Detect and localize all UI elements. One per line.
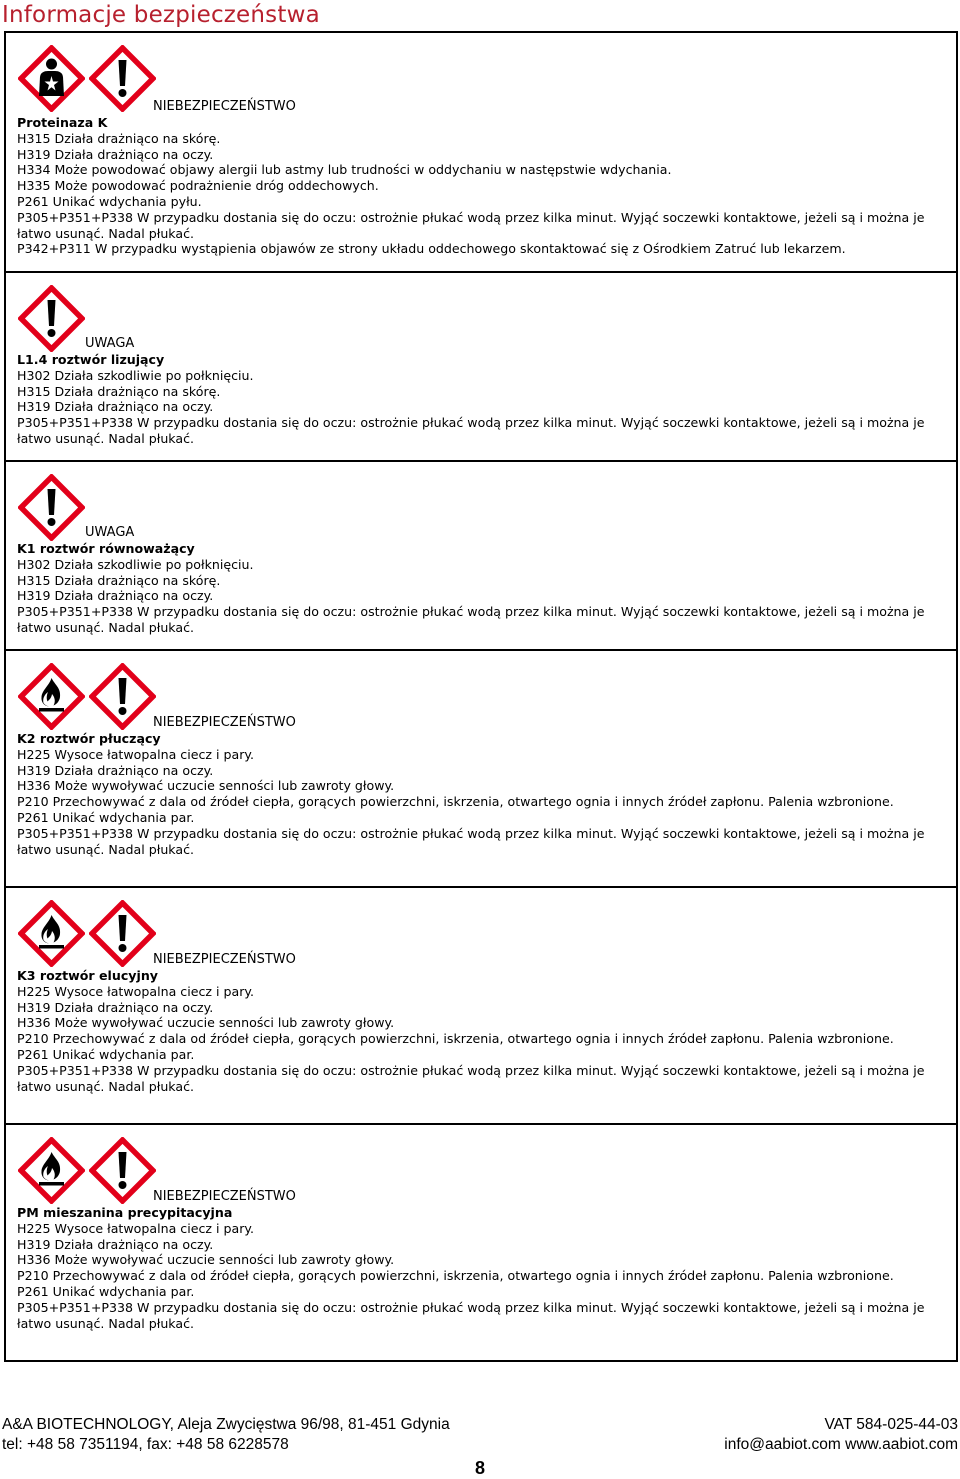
hazard-statement: H336 Może wywoływać uczucie senności lub zawroty głowy. [17, 778, 395, 794]
hazard-statement: H336 Może wywoływać uczucie senności lub zawroty głowy. [17, 1015, 395, 1031]
pictograms [18, 45, 156, 112]
product-name: Proteinaza K [17, 115, 108, 130]
exclamation-icon [18, 285, 85, 352]
hazard-statement: H319 Działa drażniąco na oczy. [17, 588, 214, 604]
hazard-statement: H302 Działa szkodliwie po połknięciu. [17, 367, 254, 383]
hazard-statement: P305+P351+P338 W przypadku dostania się do oczu: ostrożnie płukać wodą przez kilka minut. Wyjąć soczewki kontaktowe, jeżeli są i można je łatwo usunąć. Nadal płukać. [17, 1062, 925, 1094]
section-k3 [6, 888, 956, 1125]
statements [17, 1205, 944, 1331]
hazard-statement: H225 Wysoce łatwopalna ciecz i pary. [17, 1220, 255, 1236]
safety-sections [4, 31, 958, 1362]
statements [17, 352, 944, 447]
pictograms [18, 663, 156, 730]
health-hazard-icon [18, 45, 85, 112]
section-pm [6, 1125, 956, 1362]
exclamation-icon [89, 900, 156, 967]
product-name: PM mieszanina precypitacyjna [17, 1205, 233, 1220]
hazard-statement: P342+P311 W przypadku wystąpienia objawów ze strony układu oddechowego skontaktować się z Ośrodkiem Zatruć lub lekarzem. [17, 241, 846, 257]
product-name: K1 roztwór równoważący [17, 541, 195, 556]
hazard-statement: H335 Może powodować podrażnienie dróg oddechowych. [17, 178, 379, 194]
hazard-statement: H302 Działa szkodliwie po połknięciu. [17, 556, 254, 572]
flame-icon [18, 663, 85, 730]
hazard-statement: H315 Działa drażniąco na skórę. [17, 130, 221, 146]
signal-word: NIEBEZPIECZEŃSTWO [153, 1189, 296, 1204]
pictograms [18, 1137, 156, 1204]
signal-word: UWAGA [85, 525, 135, 540]
product-name: K2 roztwór płuczący [17, 731, 161, 746]
footer-contact[interactable]: info@aabiot.com www.aabiot.com [724, 1436, 958, 1453]
section-k1 [6, 462, 956, 651]
signal-word: NIEBEZPIECZEŃSTWO [153, 715, 296, 730]
product-name: K3 roztwór elucyjny [17, 968, 158, 983]
statements [17, 541, 944, 636]
hazard-statement: H315 Działa drażniąco na skórę. [17, 572, 221, 588]
hazard-statement: H319 Działa drażniąco na oczy. [17, 399, 214, 415]
hazard-statement: P210 Przechowywać z dala od źródeł ciepła, gorących powierzchni, iskrzenia, otwartego ognia i innych źródeł zapłonu. Palenia wzbronione. [17, 1268, 894, 1284]
pictograms [18, 474, 85, 541]
hazard-statement: P261 Unikać wdychania par. [17, 1283, 195, 1299]
pictograms [18, 285, 85, 352]
exclamation-icon [18, 474, 85, 541]
statements [17, 115, 944, 257]
signal-word: UWAGA [85, 336, 135, 351]
footer [0, 1412, 960, 1477]
hazard-statement: P210 Przechowywać z dala od źródeł ciepła, gorących powierzchni, iskrzenia, otwartego ognia i innych źródeł zapłonu. Palenia wzbronione. [17, 1031, 894, 1047]
hazard-statement: H225 Wysoce łatwopalna ciecz i pary. [17, 983, 255, 999]
hazard-statement: H319 Działa drażniąco na oczy. [17, 999, 214, 1015]
flame-icon [18, 1137, 85, 1204]
hazard-statement: H319 Działa drażniąco na oczy. [17, 762, 214, 778]
hazard-statement: P305+P351+P338 W przypadku dostania się do oczu: ostrożnie płukać wodą przez kilka minut. Wyjąć soczewki kontaktowe, jeżeli są i można je łatwo usunąć. Nadal płukać. [17, 825, 925, 857]
hazard-statement: P305+P351+P338 W przypadku dostania się do oczu: ostrożnie płukać wodą przez kilka minut. Wyjąć soczewki kontaktowe, jeżeli są i można je łatwo usunąć. Nadal płukać. [17, 209, 925, 241]
statements [17, 731, 944, 857]
footer-company: A&A BIOTECHNOLOGY, Aleja Zwycięstwa 96/98, 81-451 Gdynia [2, 1416, 450, 1433]
hazard-statement: P261 Unikać wdychania pyłu. [17, 193, 202, 209]
pictograms [18, 900, 156, 967]
hazard-statement: H319 Działa drażniąco na oczy. [17, 1236, 214, 1252]
hazard-statement: H336 Może wywoływać uczucie senności lub zawroty głowy. [17, 1252, 395, 1268]
product-name: L1.4 roztwór lizujący [17, 352, 165, 367]
hazard-statement: H319 Działa drażniąco na oczy. [17, 146, 214, 162]
footer-phones: tel: +48 58 7351194, fax: +48 58 6228578 [2, 1436, 289, 1453]
hazard-statement: H334 Może powodować objawy alergii lub astmy lub trudności w oddychaniu w następstwie wdychania. [17, 162, 672, 178]
exclamation-icon [89, 1137, 156, 1204]
flame-icon [18, 900, 85, 967]
hazard-statement: H225 Wysoce łatwopalna ciecz i pary. [17, 746, 255, 762]
section-k2 [6, 651, 956, 888]
statements [17, 968, 944, 1094]
exclamation-icon [89, 45, 156, 112]
section-l1-4 [6, 273, 956, 462]
hazard-statement: P261 Unikać wdychania par. [17, 1046, 195, 1062]
footer-vat: VAT 584-025-44-03 [824, 1416, 958, 1433]
page-title: Informacje bezpieczeństwa [2, 2, 320, 28]
signal-word: NIEBEZPIECZEŃSTWO [153, 952, 296, 967]
hazard-statement: H315 Działa drażniąco na skórę. [17, 383, 221, 399]
hazard-statement: P210 Przechowywać z dala od źródeł ciepła, gorących powierzchni, iskrzenia, otwartego ognia i innych źródeł zapłonu. Palenia wzbronione. [17, 794, 894, 810]
hazard-statement: P305+P351+P338 W przypadku dostania się do oczu: ostrożnie płukać wodą przez kilka minut. Wyjąć soczewki kontaktowe, jeżeli są i można je łatwo usunąć. Nadal płukać. [17, 1299, 925, 1331]
hazard-statement: P305+P351+P338 W przypadku dostania się do oczu: ostrożnie płukać wodą przez kilka minut. Wyjąć soczewki kontaktowe, jeżeli są i można je łatwo usunąć. Nadal płukać. [17, 415, 925, 446]
hazard-statement: P305+P351+P338 W przypadku dostania się do oczu: ostrożnie płukać wodą przez kilka minut. Wyjąć soczewki kontaktowe, jeżeli są i można je łatwo usunąć. Nadal płukać. [17, 604, 925, 635]
signal-word: NIEBEZPIECZEŃSTWO [153, 99, 296, 114]
hazard-statement: P261 Unikać wdychania par. [17, 809, 195, 825]
page-number: 8 [474, 1458, 485, 1478]
section-proteinase-k [6, 33, 956, 273]
exclamation-icon [89, 663, 156, 730]
